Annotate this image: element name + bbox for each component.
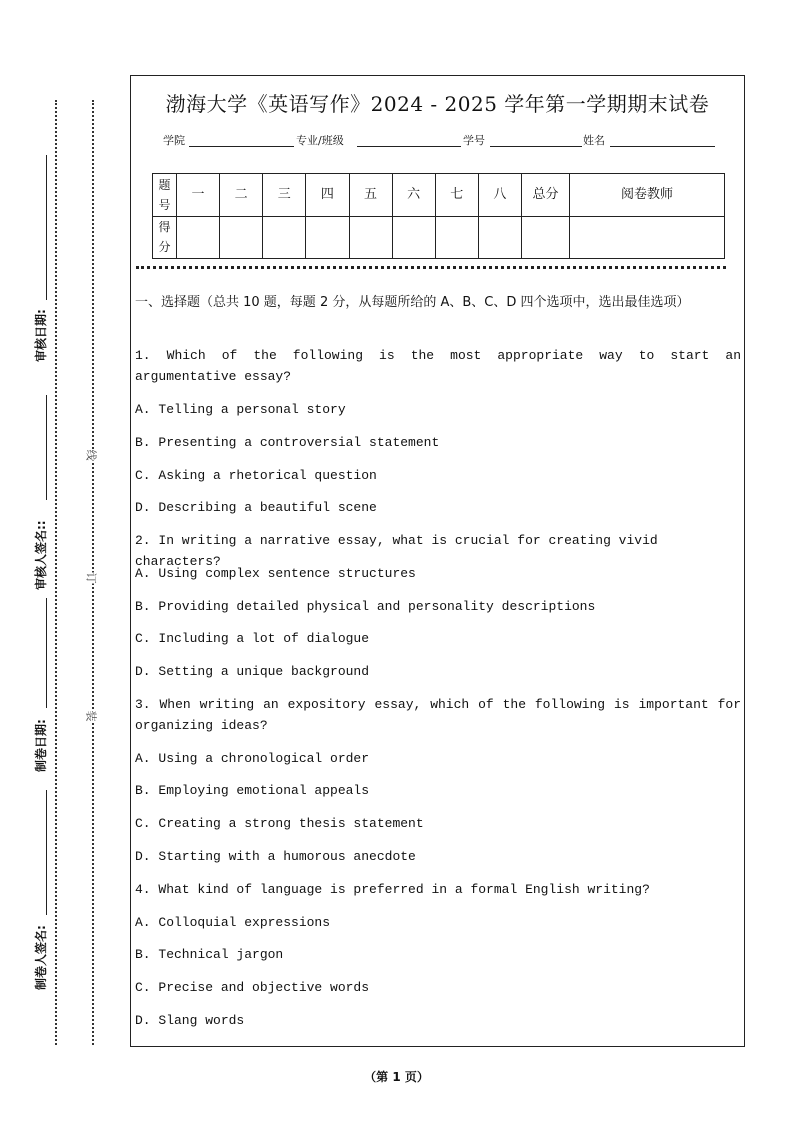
- major-field[interactable]: [357, 146, 461, 147]
- question-1: 1. Which of the following is the most appropriate way to start an argumentative essay?: [135, 348, 741, 384]
- option: A. Telling a personal story: [135, 402, 346, 417]
- col-header: 一: [177, 174, 220, 217]
- option: D. Setting a unique background: [135, 664, 370, 679]
- score-cell[interactable]: [522, 216, 570, 259]
- question-2: 2. In writing a narrative essay, what is crucial for creating vivid characters?: [135, 533, 658, 569]
- reviewer-sign-label: 审核人签名::: [34, 520, 48, 590]
- question-3: 3. When writing an expository essay, which of the following is important for organizing ideas?: [135, 697, 741, 733]
- bind-line-char: 线: [84, 449, 98, 461]
- maker-sign-line: [46, 790, 47, 915]
- col-header: 二: [220, 174, 263, 217]
- question-4: 4. What kind of language is preferred in a formal English writing?: [135, 882, 650, 897]
- option: A. Using a chronological order: [135, 751, 370, 766]
- make-date-line: [46, 598, 47, 708]
- header-label: 题号: [153, 174, 177, 217]
- bind-order-char: 订: [84, 572, 98, 584]
- separator-dotted-line: [136, 266, 726, 269]
- maker-sign-label: 制卷人签名:: [34, 925, 48, 990]
- col-header: 五: [349, 174, 392, 217]
- option: C. Creating a strong thesis statement: [135, 816, 424, 831]
- section-heading: 一、选择题（总共 10 题，每题 2 分，从每题所给的 A、B、C、D 四个选项中，选出最佳选项）: [135, 295, 690, 310]
- col-header: 总分: [522, 174, 570, 217]
- student-id-label: 学号: [463, 134, 485, 147]
- col-header: 三: [263, 174, 306, 217]
- col-header: 七: [435, 174, 478, 217]
- reviewer-sign-line: [46, 395, 47, 500]
- option: D. Starting with a humorous anecdote: [135, 849, 416, 864]
- score-cell[interactable]: [349, 216, 392, 259]
- make-date-label: 制卷日期:: [34, 719, 48, 772]
- option: C. Asking a rhetorical question: [135, 468, 377, 483]
- option: B. Technical jargon: [135, 947, 284, 962]
- col-header: 阅卷教师: [570, 174, 725, 217]
- col-header: 八: [478, 174, 521, 217]
- score-cell[interactable]: [392, 216, 435, 259]
- option: A. Colloquial expressions: [135, 915, 331, 930]
- option: B. Employing emotional appeals: [135, 783, 370, 798]
- college-field[interactable]: [189, 146, 294, 147]
- option: D. Describing a beautiful scene: [135, 500, 377, 515]
- option: B. Providing detailed physical and personality descriptions: [135, 599, 596, 614]
- row-label: 得分: [153, 216, 177, 259]
- score-cell[interactable]: [570, 216, 725, 259]
- major-label: 专业/班级: [296, 134, 344, 147]
- name-label: 姓名: [583, 134, 605, 147]
- option: C. Precise and objective words: [135, 980, 370, 995]
- student-id-field[interactable]: [490, 146, 582, 147]
- bind-pack-char: 装: [84, 710, 98, 722]
- college-label: 学院: [163, 134, 185, 147]
- option: D. Slang words: [135, 1013, 245, 1028]
- review-date-line: [46, 155, 47, 300]
- binding-dotted-line-outer: [55, 100, 57, 1045]
- option: A. Using complex sentence structures: [135, 566, 416, 581]
- page-number: （第 1 页）: [364, 1070, 429, 1084]
- score-table: [152, 173, 725, 259]
- score-cell[interactable]: [478, 216, 521, 259]
- col-header: 四: [306, 174, 349, 217]
- exam-title: 渤海大学《英语写作》2024 - 2025 学年第一学期期末试卷: [165, 92, 710, 116]
- score-header-row: [153, 174, 725, 217]
- option: B. Presenting a controversial statement: [135, 435, 440, 450]
- col-header: 六: [392, 174, 435, 217]
- score-cell[interactable]: [435, 216, 478, 259]
- option: C. Including a lot of dialogue: [135, 631, 370, 646]
- score-row: [153, 216, 725, 259]
- score-cell[interactable]: [306, 216, 349, 259]
- review-date-label: 审核日期:: [34, 309, 48, 362]
- score-cell[interactable]: [220, 216, 263, 259]
- score-cell[interactable]: [177, 216, 220, 259]
- name-field[interactable]: [610, 146, 715, 147]
- score-cell[interactable]: [263, 216, 306, 259]
